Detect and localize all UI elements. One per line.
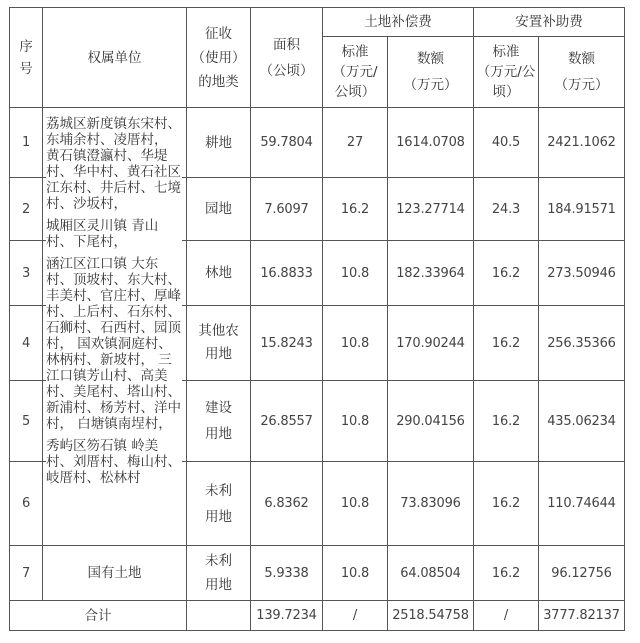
row2-rs-std: 24.3	[473, 177, 539, 241]
row7-lc-amt: 64.08504	[387, 545, 474, 601]
row1-land-type: 耕地	[186, 107, 251, 178]
total-lc-amt: 2518.54758	[387, 600, 474, 631]
row3-lc-amt: 182.33964	[387, 240, 474, 306]
total-land-type	[186, 600, 251, 631]
header-owner: 权属单位	[42, 7, 187, 108]
row4-lc-amt: 170.90244	[387, 305, 474, 381]
total-label: 合计	[9, 600, 187, 631]
row3-land-type: 林地	[186, 240, 251, 306]
row1-area: 59.7804	[250, 107, 323, 178]
row3-lc-std: 10.8	[322, 240, 388, 306]
row5-lc-amt: 290.04156	[387, 380, 474, 462]
row7-land-type: 未利 用地	[186, 545, 251, 601]
row6-area: 6.8362	[250, 461, 323, 546]
owner-hanjiang: 涵江区江口镇 大东村、顶坡村、东大村、丰美村、官庄村、厚峰村、上后村、石东村、石狮村、石西村、园顶村， 国欢镇洞庭村、林柄村、新坡村， 三江口镇芳山村、高美村、美尾村、塔山村、新浦村、杨芳村、洋中村， 白塘镇南埕村，	[46, 256, 181, 432]
row1-rs-std: 40.5	[473, 107, 539, 178]
header-resettlement-subsidy: 安置补助费	[473, 7, 625, 37]
row5-seq: 5	[9, 380, 43, 462]
row6-lc-std: 10.8	[322, 461, 388, 546]
row4-rs-std: 16.2	[473, 305, 539, 381]
row6-lc-amt: 73.83096	[387, 461, 474, 546]
row3-rs-amt: 273.50946	[538, 240, 625, 306]
row4-rs-amt: 256.35366	[538, 305, 625, 381]
row2-area: 7.6097	[250, 177, 323, 241]
header-land-comp-standard: 标准 （万元/ 公顷）	[322, 36, 388, 108]
row3-area: 16.8833	[250, 240, 323, 306]
header-resettle-amount: 数额 （万元）	[538, 36, 625, 108]
header-land-type: 征收 （使用） 的地类	[186, 7, 251, 108]
row1-rs-amt: 2421.1062	[538, 107, 625, 178]
row4-area: 15.8243	[250, 305, 323, 381]
row7-rs-std: 16.2	[473, 545, 539, 601]
total-area: 139.7234	[250, 600, 323, 631]
total-rs-amt: 3777.82137	[538, 600, 625, 631]
owner-units-text	[46, 116, 182, 486]
row5-area: 26.8557	[250, 380, 323, 462]
total-rs-std: /	[473, 600, 539, 631]
row2-lc-std: 16.2	[322, 177, 388, 241]
row5-rs-std: 16.2	[473, 380, 539, 462]
row1-lc-amt: 1614.0708	[387, 107, 474, 178]
row5-rs-amt: 435.06234	[538, 380, 625, 462]
row2-land-type: 园地	[186, 177, 251, 241]
header-seq: 序 号	[9, 7, 43, 108]
row7-seq: 7	[9, 545, 43, 601]
row2-rs-amt: 184.91571	[538, 177, 625, 241]
total-lc-std: /	[322, 600, 388, 631]
header-area: 面积 （公顷）	[250, 7, 323, 108]
row5-lc-std: 10.8	[322, 380, 388, 462]
row5-land-type: 建设 用地	[186, 380, 251, 462]
row4-land-type: 其他农 用地	[186, 305, 251, 381]
row2-seq: 2	[9, 177, 43, 241]
row4-lc-std: 10.8	[322, 305, 388, 381]
row6-land-type: 未利 用地	[186, 461, 251, 546]
row7-area: 5.9338	[250, 545, 323, 601]
row1-lc-std: 27	[322, 107, 388, 178]
row6-rs-amt: 110.74644	[538, 461, 625, 546]
row7-lc-std: 10.8	[322, 545, 388, 601]
header-land-compensation: 土地补偿费	[322, 7, 474, 37]
row6-seq: 6	[9, 461, 43, 546]
row1-seq: 1	[9, 107, 43, 178]
row4-seq: 4	[9, 305, 43, 381]
row3-seq: 3	[9, 240, 43, 306]
row7-owner: 国有土地	[42, 545, 187, 601]
header-resettle-standard: 标准 （万元/公 顷）	[473, 36, 539, 108]
header-land-comp-amount: 数额 （万元）	[387, 36, 474, 108]
owner-xiuyu: 秀屿区笏石镇 岭美村、刘厝村、梅山村、岐厝村、松林村	[46, 438, 181, 486]
owner-chengxiang: 城厢区灵川镇 青山村、下尾村，	[46, 218, 159, 250]
row6-rs-std: 16.2	[473, 461, 539, 546]
owner-licheng: 荔城区新度镇东宋村、东埔余村、凌厝村， 黄石镇澄瀛村、华堤村、华中村、黄石社区江东村、井后村、七境村、沙坂村，	[46, 116, 181, 212]
row2-lc-amt: 123.27714	[387, 177, 474, 241]
row3-rs-std: 16.2	[473, 240, 539, 306]
row7-rs-amt: 96.12756	[538, 545, 625, 601]
